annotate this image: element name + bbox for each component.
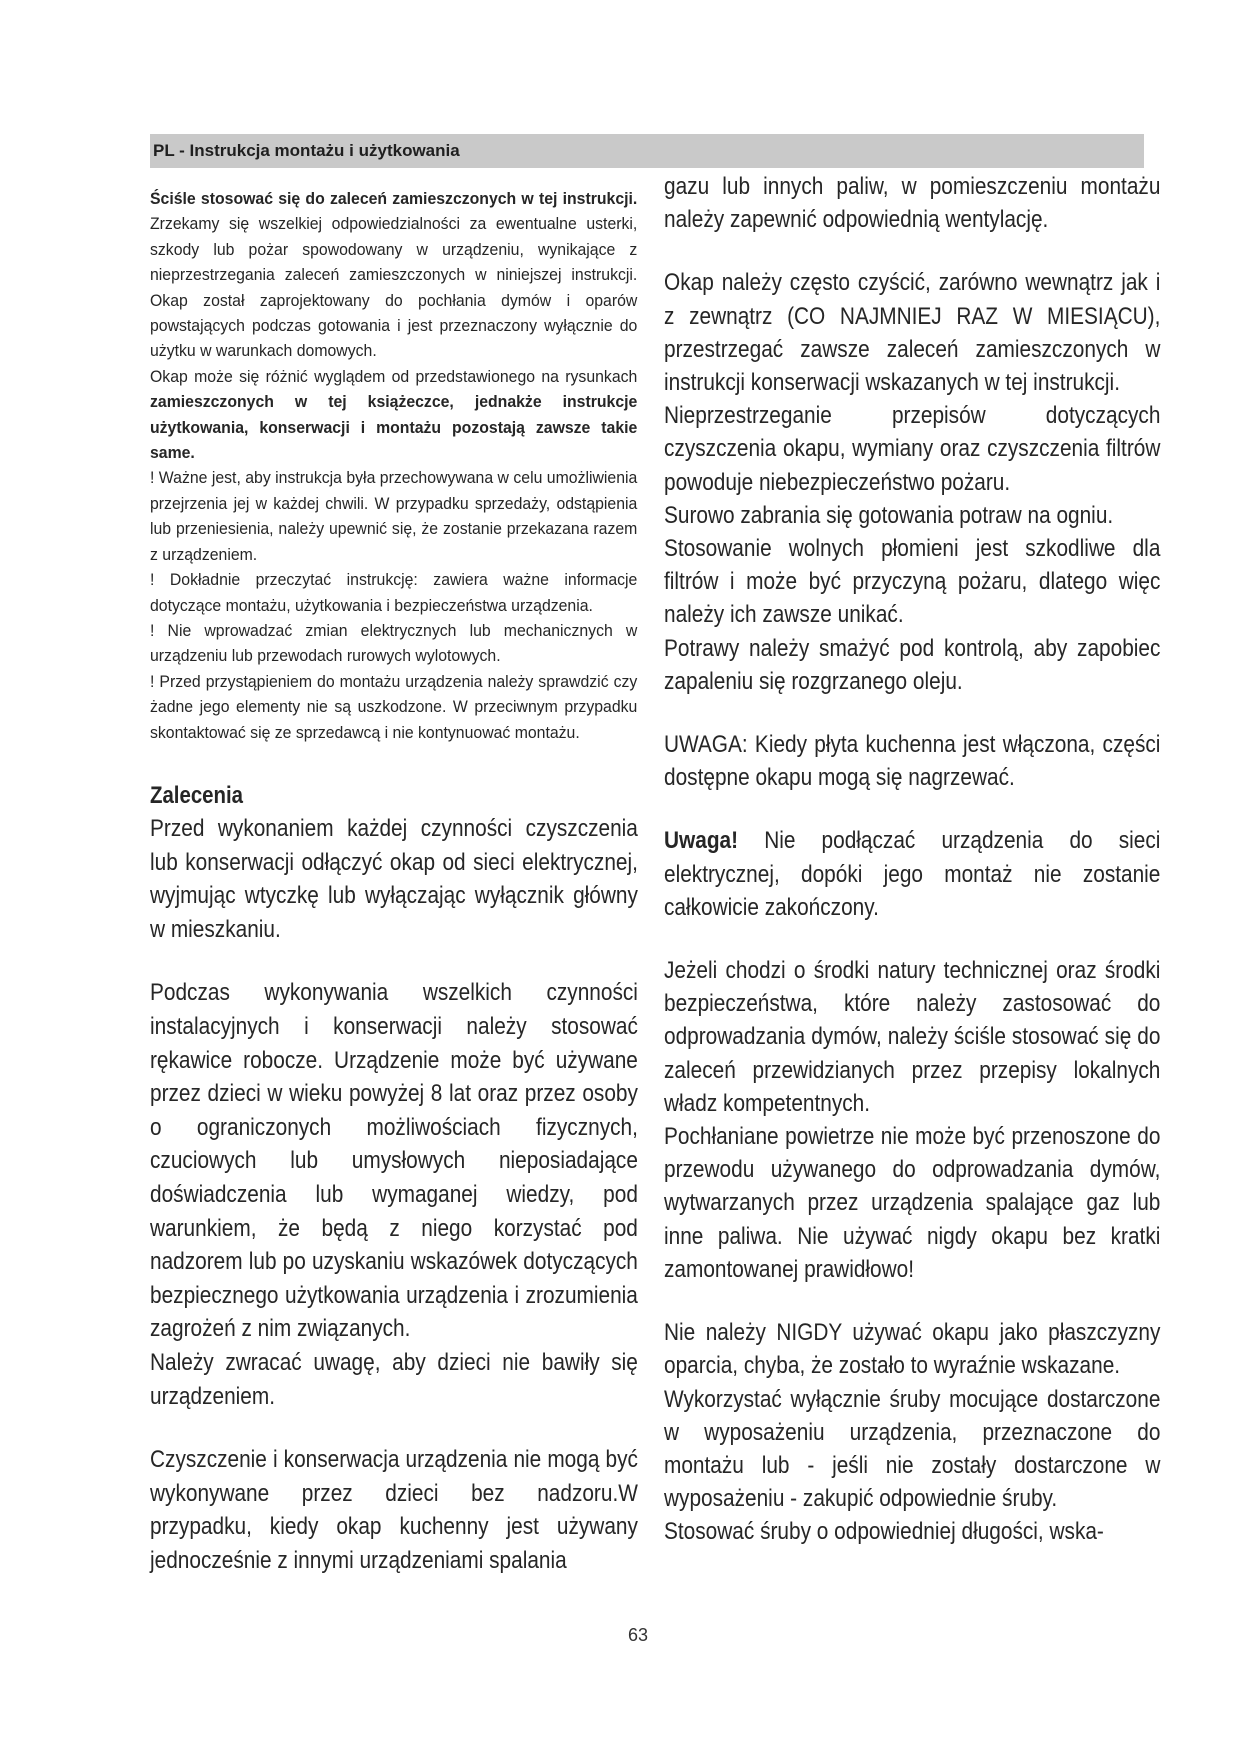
paragraph-open-flames: Stosowanie wolnych płomieni jest szkodliwe dla filtrów i może być przyczyną pożaru, dlatego więc należy ich zawsze unikać. <box>664 535 1161 629</box>
intro-bold: Ściśle stosować się do zaleceń zamieszczonych w tej instrukcji. <box>150 189 638 208</box>
appearance-bold: zamieszczonych w tej książeczce, jednakże instrukcje użytkowania, konserwacji i montażu pozostają zawsze takie same. <box>150 392 638 463</box>
paragraph-clean-often: Okap należy często czyścić, zarówno wewnątrz jak i z zewnątrz (CO NAJMNIEJ RAZ W MIESIĄCU), przestrzegać zawsze zaleceń zamieszczonych w instrukcji konserwacji wskazanych w tej instrukcji. <box>664 269 1161 397</box>
intro-text: Zrzekamy się wszelkiej odpowiedzialności za ewentualne usterki, szkody lub pożar spowodowany w urządzeniu, wynikające z nieprzestrzegania zaleceń zamieszczonych w niniejszej instrukcji. Okap został zaprojektowany do pochłania dymów i oparów powstających podczas gotowania i jest przeznaczony wyłącznie do użytku w warunkach domowych. <box>150 214 638 361</box>
warning-text: Nie podłączać urządzenia do sieci elektrycznej, dopóki jego montaż nie zostanie całkowicie zakończony. <box>664 827 1161 921</box>
left-column <box>150 186 637 745</box>
warning-keep-manual: ! Ważne jest, aby instrukcja była przechowywana w celu umożliwienia przejrzenia jej w każdej chwili. W przypadku sprzedaży, odstąpienia lub przeniesienia, należy upewnić się, że zostanie przekazana razem z urządzeniem. <box>150 468 638 564</box>
paragraph-no-support: Nie należy NIGDY używać okapu jako płaszczyzny oparcia, chyba, że zostało to wyraźnie wskazane. <box>664 1319 1161 1380</box>
warning-check-damage: ! Przed przystąpieniem do montażu urządzenia należy sprawdzić czy żadne jego elementy nie są uszkodzone. W przeciwnym przypadku skontaktować się ze sprzedawcą i nie kontynuować montażu. <box>150 671 638 742</box>
paragraph-exhaust-air: Pochłaniane powietrze nie może być przenoszone do przewodu używanego do odprowadzania dymów, wytwarzanych przez urządzenia spalające gaz lub inne paliwa. Nie używać nigdy okapu bez kratki zamontowanej prawidłowo! <box>664 1123 1161 1283</box>
recommendations-body <box>150 812 638 1577</box>
paragraph-cleaning-children: Czyszczenie i konserwacja urządzenia nie mogą być wykonywane przez dzieci bez nadzoru.W przypadku, kiedy okap kuchenny jest używany jednocześnie z innymi urządzeniami spalania <box>150 1446 638 1574</box>
paragraph-gloves-children: Podczas wykonywania wszelkich czynności instalacyjnych i konserwacji należy stosować rękawice robocze. Urządzenie może być używane przez dzieci w wieku powyżej 8 lat oraz przez osoby o ograniczonych możliwościach fizycznych, czuciowych lub umysłowych nieposiadające doświadczenia lub wymaganej wiedzy, pod warunkiem, że będą z niego korzystać pod nadzorem lub po uzyskaniu wskazówek dotyczących bezpiecznego użytkowania urządzenia i zrozumienia zagrożeń z nim związanych. <box>150 979 638 1343</box>
paragraph-fire-risk: Nieprzestrzeganie przepisów dotyczących czyszczenia okapu, wymiany oraz czyszczenia filtrów powoduje niebezpieczeństwo pożaru. <box>664 402 1161 496</box>
paragraph-frying: Potrawy należy smażyć pod kontrolą, aby zapobiec zapaleniu się rozgrzanego oleju. <box>664 634 1161 695</box>
paragraph-no-flambe: Surowo zabrania się gotowania potraw na ogniu. <box>664 501 1114 529</box>
paragraph-hot-parts: UWAGA: Kiedy płyta kuchenna jest włączona, części dostępne okapu mogą się nagrzewać. <box>664 731 1161 792</box>
right-body <box>664 170 1160 1549</box>
appearance-text: Okap może się różnić wyglądem od przedstawionego na rysunkach <box>150 366 638 386</box>
page-number: 63 <box>628 1625 649 1645</box>
paragraph-children-play: Należy zwracać uwagę, aby dzieci nie bawiły się urządzeniem. <box>150 1348 638 1410</box>
recommendations-section <box>150 780 637 1577</box>
paragraph-screw-length: Stosować śruby o odpowiedniej długości, wska- <box>664 1518 1104 1546</box>
section-header-bar <box>150 134 1144 168</box>
warning-read-manual: ! Dokładnie przeczytać instrukcję: zawiera ważne informacje dotyczące montażu, użytkowania i bezpieczeństwa urządzenia. <box>150 570 638 615</box>
paragraph-connect-warning <box>664 824 1160 924</box>
section-heading: Zalecenia <box>150 782 243 809</box>
warning-no-modifications: ! Nie wprowadzać zmian elektrycznych lub mechanicznych w urządzeniu lub przewodach rurowych wylotowych. <box>150 620 638 666</box>
intro-block <box>150 186 637 745</box>
right-column <box>664 170 1161 1549</box>
paragraph-local-regulations: Jeżeli chodzi o środki natury technicznej oraz środki bezpieczeństwa, które należy zastosować do odprowadzania dymów, należy ściśle stosować się do zaleceń przewidzianych przez przepisy lokalnych władz kompetentnych. <box>664 957 1161 1117</box>
paragraph-disconnect: Przed wykonaniem każdej czynności czyszczenia lub konserwacji odłączyć okap od sieci elektrycznej, wyjmując wtyczkę lub wyłączając wyłącznik główny w mieszkaniu. <box>150 815 638 943</box>
paragraph-screws: Wykorzystać wyłącznie śruby mocujące dostarczone w wyposażeniu urządzenia, przeznaczone do montażu lub - jeśli nie zostały dostarczone w wyposażeniu - zakupić odpowiednie śruby. <box>664 1385 1161 1513</box>
intro-paragraph <box>150 186 637 364</box>
paragraph-ventilation: gazu lub innych paliw, w pomieszczeniu montażu należy zapewnić odpowiednią wentylację. <box>664 173 1161 234</box>
appearance-paragraph <box>150 364 637 466</box>
section-header-title: PL - Instrukcja montażu i użytkowania <box>153 141 460 160</box>
warning-label: Uwaga! <box>664 827 739 855</box>
